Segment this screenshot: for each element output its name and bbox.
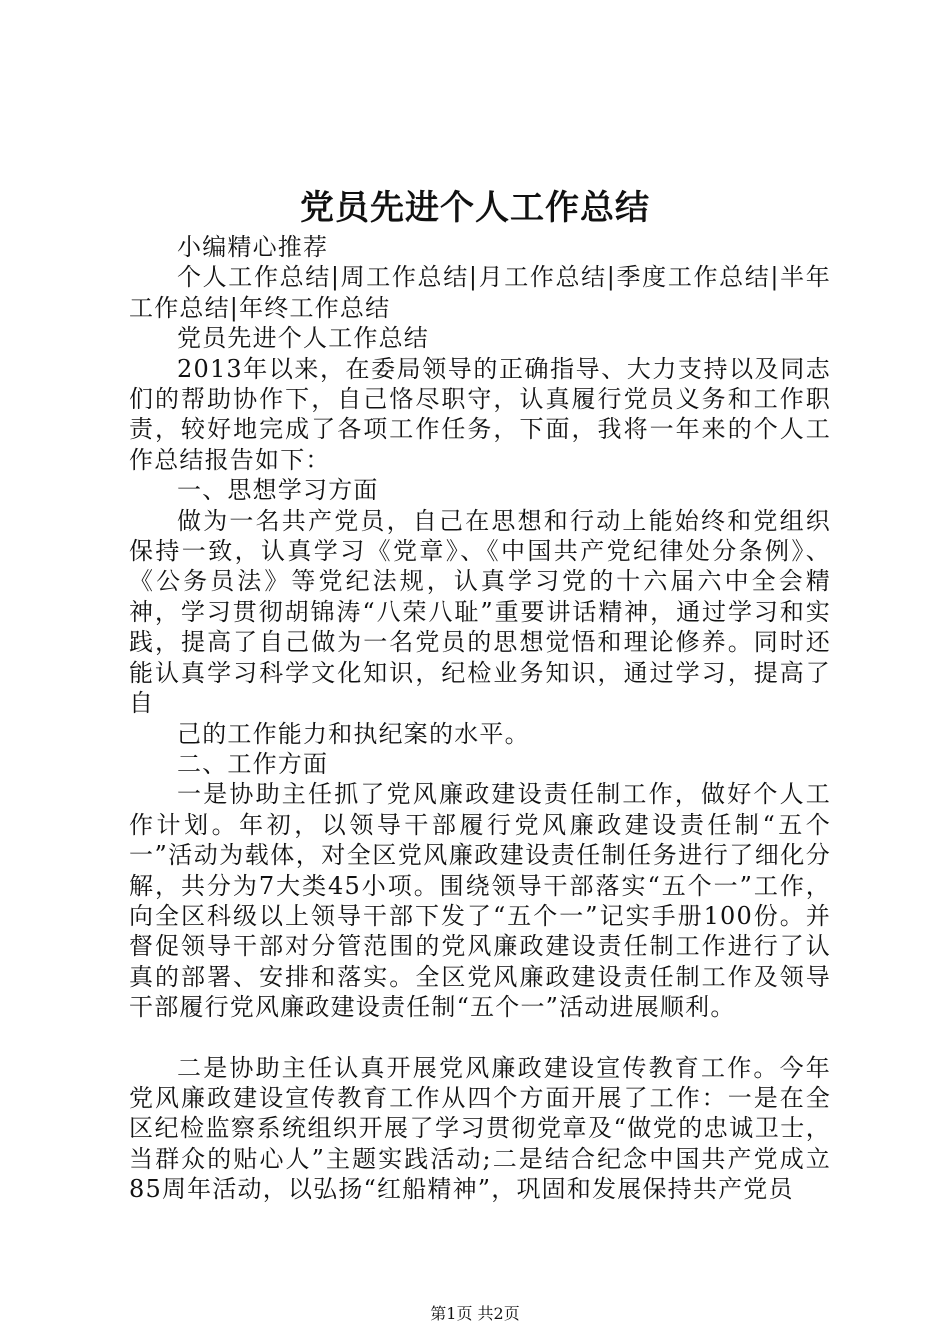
paragraph-work-1: 一是协助主任抓了党风廉政建设责任制工作，做好个人工作计划。年初，以领导干部履行党风廉政建设责任制“五个一”活动为载体，对全区党风廉政建设责任制任务进行了细化分解，共分为7大类45小项。围绕领导干部落实“五个一”工作，向全区科级以上领导干部下发了“五个一”记实手册100份。并督促领导干部对分管范围的党风廉政建设责任制工作进行了认真的部署、安排和落实。全区党风廉政建设责任制工作及领导干部履行党风廉政建设责任制“五个一”活动进展顺利。 <box>129 780 831 1022</box>
section-heading-study: 一、思想学习方面 <box>177 476 379 505</box>
paragraph-subtitle: 党员先进个人工作总结 <box>177 324 429 353</box>
paragraph-work-2: 二是协助主任认真开展党风廉政建设宣传教育工作。今年党风廉政建设宣传教育工作从四个方面开展了工作：一是在全区纪检监察系统组织开展了学习贯彻党章及“做党的忠诚卫士，当群众的贴心人”主题实践活动;二是结合纪念中国共产党成立85周年活动，以弘扬“红船精神”，巩固和发展保持共产党员 <box>129 1053 831 1204</box>
paragraph-intro: 2013年以来，在委局领导的正确指导、大力支持以及同志们的帮助协作下，自己恪尽职守，认真履行党员义务和工作职责，较好地完成了各项工作任务，下面，我将一年来的个人工作总结报告如下： <box>129 354 831 474</box>
paragraph-study: 做为一名共产党员，自己在思想和行动上能始终和党组织保持一致，认真学习《党章》、《中国共产党纪律处分条例》、《公务员法》等党纪法规，认真学习党的十六届六中全会精神，学习贯彻胡锦涛“八荣八耻”重要讲话精神，通过学习和实践，提高了自己做为一名党员的思想觉悟和理论修养。同时还能认真学习科学文化知识，纪检业务知识，通过学习，提高了自 <box>129 506 831 718</box>
document-title: 党员先进个人工作总结 <box>300 188 650 228</box>
paragraph-recommend: 小编精心推荐 <box>177 233 329 261</box>
paragraph-category-links: 个人工作总结|周工作总结|月工作总结|季度工作总结|半年工作总结|年终工作总结 <box>129 263 831 322</box>
paragraph-study-cont: 己的工作能力和执纪案的水平。 <box>177 719 530 748</box>
section-heading-work: 二、工作方面 <box>177 749 329 778</box>
page-number-footer: 第1页 共2页 <box>430 1304 520 1323</box>
document-body <box>129 232 831 1205</box>
